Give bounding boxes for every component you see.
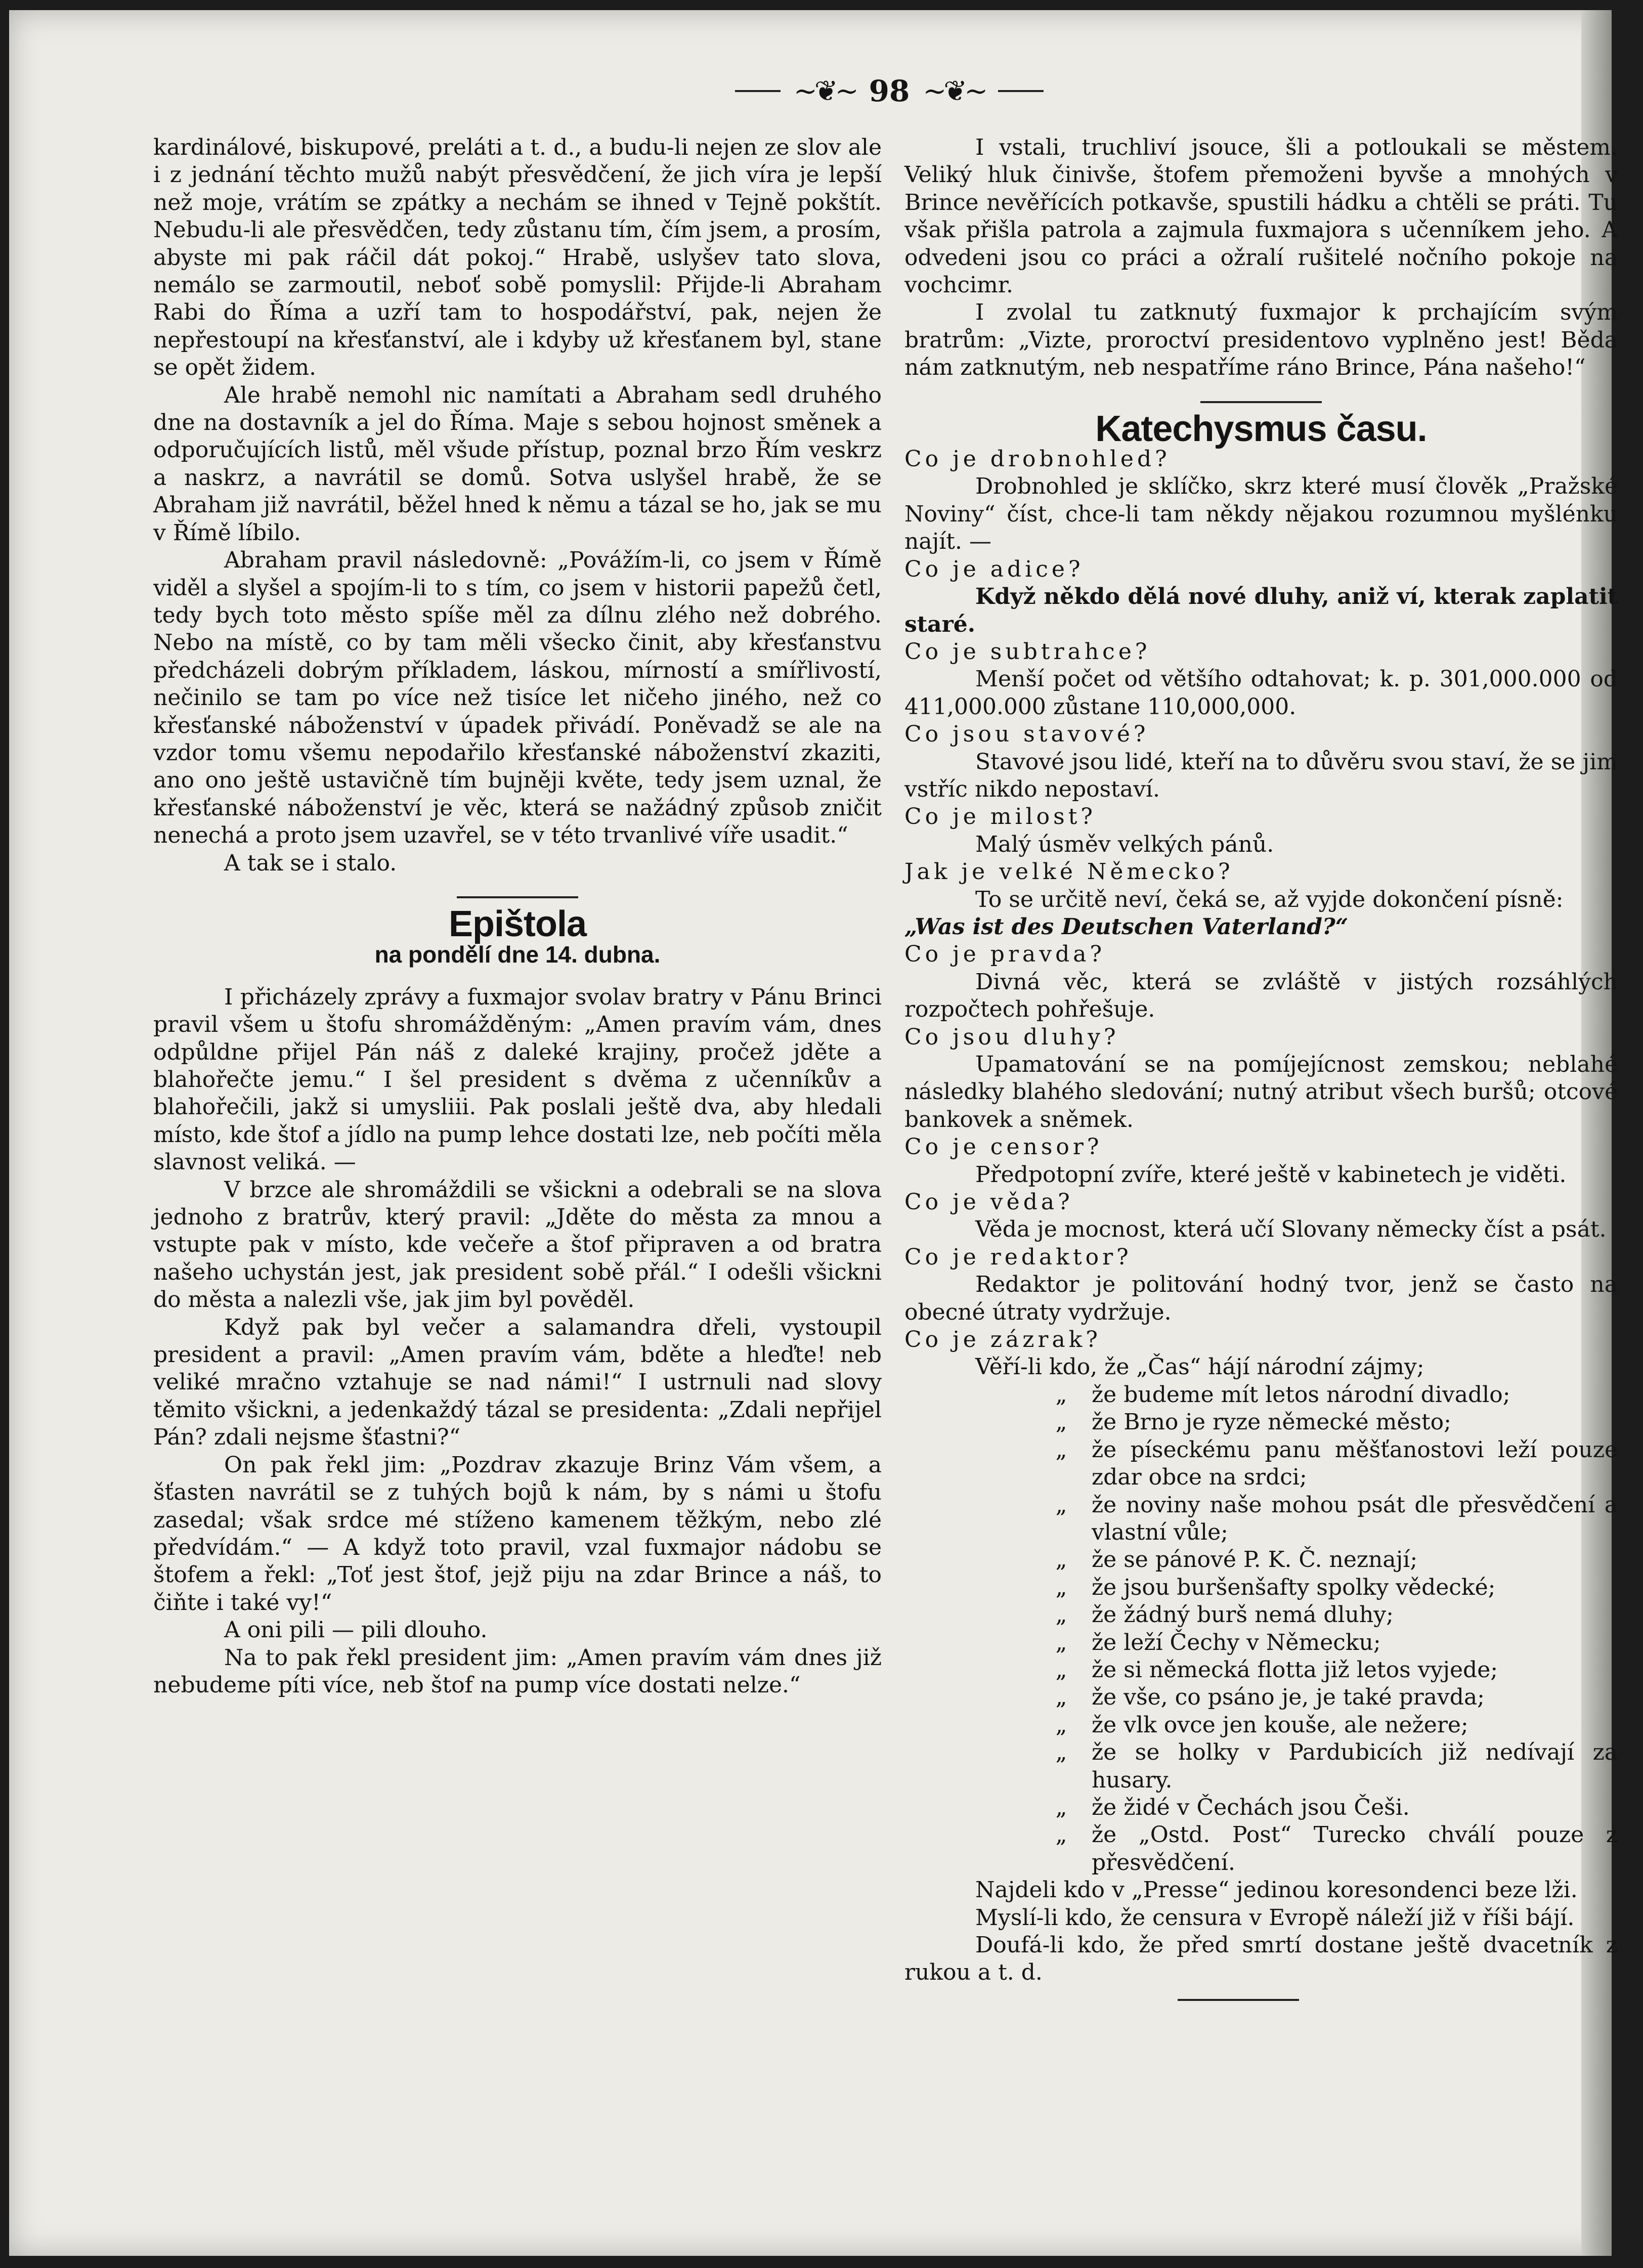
list-item: [904, 1381, 1618, 1409]
paragraph: V brzce ale shromáždili se všickni a odebrali se na slova jednoho z bratrův, který pravil: „Jděte do města za mnou a vstupte pak v místo, kde večeře a štof připraven a od bratra našeho uchystán jest, jak president sobě přál.“ I odešli všickni do města a nalezli vše, jak jim byl pověděl.: [153, 1176, 882, 1313]
catechism-list: [904, 446, 1618, 1354]
ditto-mark: „: [1055, 1602, 1067, 1628]
list-item-text: že vše, co psáno je, je také pravda;: [1092, 1684, 1485, 1711]
end-divider: [1178, 1999, 1299, 2001]
paragraph: kardinálové, biskupové, preláti a t. d., a budu-li nejen ze slov ale i z jednání těchto mužů nabýt přesvědčení, že jich víra je lepší než moje, vrátím se zpátky a nechám se ihned v Tejně pokštít. Nebudu-li ale přesvědčen, tedy zůstanu tím, čím jsem, a prosím, abyste mi pak ráčil dát pokoj.“ Hrabě, uslyšev tato slova, nemálo se zarmoutil, neboť sobě pomyslil: Přijde-li Abraham Rabi do Říma a uzří tam to hospodářství, pak, nejen že nepřestoupí na křesťanství, ale i kdyby už křesťanem byl, stane se opět židem.: [153, 135, 882, 381]
answer: Předpotopní zvíře, které ještě v kabinetech je viděti.: [975, 1161, 1567, 1188]
ornament-right-icon: ~❦~: [923, 74, 985, 108]
answer: Malý úsměv velkých pánů.: [975, 831, 1274, 857]
list-item-text: že Brno je ryze německé město;: [1092, 1409, 1451, 1435]
list-item-text: že se pánové P. K. Č. neznají;: [1092, 1547, 1418, 1573]
paragraph: A tak se i stalo.: [224, 850, 397, 876]
paragraph: I zvolal tu zatknutý fuxmajor k prchajícím svým bratrům: „Vizte, proroctví presidentovo vyplněno jest! Běda nám zatknutým, neb nespatříme ráno Brince, Pána našeho!“: [904, 299, 1618, 381]
list-item: [904, 1409, 1618, 1436]
answer: Divná věc, která se zvláště v jistých rozsáhlých rozpočtech pohřešuje.: [904, 969, 1618, 1023]
paragraph: A oni pili — pili dlouho.: [224, 1617, 488, 1643]
ditto-mark: „: [1055, 1574, 1067, 1600]
zazrak-list: [904, 1381, 1618, 1877]
ditto-mark: „: [1055, 1436, 1067, 1463]
list-item: [904, 1656, 1618, 1684]
list-item-text: že jsou buršenšafty spolky vědecké;: [1092, 1574, 1496, 1600]
ditto-mark: „: [1055, 1822, 1067, 1848]
list-item-text: že „Ostd. Post“ Turecko chválí pouze z přesvědčení.: [1092, 1822, 1618, 1876]
question: Co jsou dluhy?: [904, 1024, 1119, 1050]
answer: Menší počet od většího odtahovat; k. p. 301,000.000 od 411,000.000 zůstane 110,000,000.: [904, 666, 1618, 720]
ditto-mark: „: [1055, 1547, 1067, 1573]
question: Jak je velké Německo?: [904, 859, 1234, 885]
ditto-mark: „: [1055, 1492, 1067, 1518]
list-item: [904, 1684, 1618, 1711]
ditto-mark: „: [1055, 1656, 1067, 1683]
list-item: [904, 1794, 1618, 1821]
epistola-subtitle: na pondělí dne 14. dubna.: [374, 941, 661, 968]
answer: Věda je mocnost, která učí Slovany německy číst a psát.: [975, 1216, 1607, 1243]
answer: Stavové jsou lidé, kteří na to důvěru svou staví, že se jim vstříc nikdo nepostaví.: [904, 749, 1618, 802]
paragraph: I přicházely zprávy a fuxmajor svolav bratry v Pánu Brinci pravil všem u štofu shromážděným: „Amen pravím vám, dnes odpůldne přijel Pán náš z daleké krajiny, pročež jděte a blahořečte jemu.“ I šel president s dvěma z učenníkův a blahořečili, jakž si umysliii. Pak poslali ještě dva, aby hledali místo, kde štof a jídlo na pump lehce dostati lze, neb počíti měla slavnost veliká. —: [153, 984, 882, 1175]
paragraph: Ale hrabě nemohl nic namítati a Abraham sedl druhého dne na dostavník a jel do Říma. Maje s sebou hojnost směnek a odporučujících listů, měl všude přístup, poznal brzo Řím veskrz a naskrz, a navrátil se domů. Sotva uslyšel hrabě, že se Abraham již navrátil, běžel hned k němu a tázal se ho, jak se mu v Římě líbilo.: [153, 382, 882, 546]
list-item-text: že židé v Čechách jsou Češi.: [1092, 1794, 1410, 1820]
epistola-title: Epištola: [448, 903, 587, 944]
list-item: [904, 1574, 1618, 1601]
list-item-text: že píseckému panu měšťanostovi leží pouze zdar obce na srdci;: [1092, 1436, 1618, 1491]
page-header: [707, 68, 1071, 114]
ditto-mark: „: [1055, 1684, 1067, 1711]
zazrak-intro: Věří-li kdo, že „Čas“ hájí národní zájmy;: [975, 1354, 1424, 1380]
question: Co je milost?: [904, 804, 1097, 830]
ditto-mark: „: [1055, 1794, 1067, 1820]
header-rule-right: [998, 90, 1044, 92]
list-item: [904, 1629, 1618, 1656]
list-item: [904, 1492, 1618, 1547]
right-column: [904, 134, 1618, 2001]
list-item-text: že si německá flotta již letos vyjede;: [1092, 1656, 1498, 1683]
list-item-text: že vlk ovce jen kouše, ale nežere;: [1092, 1712, 1468, 1738]
question: Co je zázrak?: [904, 1327, 1101, 1353]
list-item: [904, 1712, 1618, 1739]
paragraph: Abraham pravil následovně: „Povážím-li, co jsem v Římě viděl a slyšel a spojím-li to s tím, co jsem v historii papežů četl, tedy bych toto město spíše měl za dílnu zlého než dobrého. Nebo na místě, co by tam měli všecko činit, aby křesťanstvu předcházeli dobrým příkladem, láskou, mírností a smířlivostí, nečinilo se tam po více než tisíce let ničeho jiného, než co křesťanské náboženství v úpadek přivádí. Poněvadž se ale na vzdor tomu všemu nepodařilo křesťanské náboženství zkaziti, ano ono ještě ustavičně tím bujněji květe, tedy jsem uznal, že křesťanské náboženství je věc, která se nažádný způsob zničit nenechá a proto jsem uzavřel, se v této trvanlivé víře usadit.“: [153, 547, 882, 849]
list-item-text: že budeme mít letos národní divadlo;: [1092, 1381, 1510, 1408]
list-item: [904, 1436, 1618, 1492]
question: Co je pravda?: [904, 941, 1106, 968]
answer: Drobnohled je sklíčko, skrz které musí člověk „Pražské Noviny“ číst, chce-li tam někdy nějakou rozumnou myšlénku najít. —: [904, 473, 1618, 555]
list-item: [904, 1821, 1618, 1877]
question: Co jsou stavové?: [904, 721, 1149, 748]
paragraph: On pak řekl jim: „Pozdrav zkazuje Brinz Vám všem, a šťasten navrátil se z tuhých bojů k nám, by s námi u štofu zasedal; však srdce mé stíženo kamenem těžkým, nebo zlé předvídám.“ — A když toto pravil, vzal fuxmajor nádobu se štofem a řekl: „Toť jest štof, jejž piju na zdar Brince a náš, to čiňte i také vy!“: [153, 1452, 882, 1616]
question: Co je redaktor?: [904, 1244, 1132, 1270]
list-item: [904, 1739, 1618, 1794]
paragraph: I vstali, truchliví jsouce, šli a potloukali se městem. Veliký hluk činivše, štofem přemoženi byvše a mnohých v Brince nevěřících potkavše, spustili hádku a chtěli se práti. Tu však přišla patrola a zajmula fuxmajora s učenníkem jeho. A odvedeni jsou co práci a ožralí rušitelé nočního pokoje na vochcimr.: [904, 135, 1618, 298]
page-number: 98: [869, 74, 910, 108]
list-item-text: že žádný burš nemá dluhy;: [1092, 1602, 1394, 1628]
ditto-mark: „: [1055, 1409, 1067, 1435]
closing-line: Doufá-li kdo, že před smrtí dostane ještě dvacetník z rukou a t. d.: [904, 1932, 1618, 1986]
answer: Redaktor je politování hodný tvor, jenž se často na obecné útraty vydržuje.: [904, 1272, 1618, 1325]
question: Co je adice?: [904, 556, 1084, 582]
ditto-mark: „: [1055, 1739, 1067, 1766]
answer: To se určitě neví, čeká se, až vyjde dokončení písně:: [975, 886, 1564, 912]
question: Co je censor?: [904, 1134, 1103, 1160]
question: Co je drobnohled?: [904, 446, 1171, 472]
list-item-text: že se holky v Pardubicích již nedívají za husary.: [1092, 1739, 1618, 1793]
paragraph: Když pak byl večer a salamandra dřeli, vystoupil president a pravil: „Amen pravím vám, bděte a hleďte! neb veliké mračno vztahuje se nad námi!“ I ustrnuli nad slovy těmito všickni, a jedenkaždý tázal se presidenta: „Zdali nepřijel Pán? zdali nejsme šťastni?“: [153, 1314, 882, 1451]
list-item-text: že noviny naše mohou psát dle přesvědčení a vlastní vůle;: [1092, 1492, 1618, 1545]
list-item-text: že leží Čechy v Německu;: [1092, 1629, 1381, 1655]
ornament-left-icon: ~❦~: [793, 74, 856, 108]
left-column: [153, 134, 882, 1699]
newspaper-page: [9, 10, 1618, 2256]
answer: Upamatování se na pomíjejícnost zemskou; neblahé následky blahého sledování; nutný atribut všech buršů; otcové bankovek a sněmek.: [904, 1052, 1618, 1132]
closing-line: Myslí-li kdo, že censura v Evropě náleží již v říši bájí.: [975, 1904, 1575, 1931]
paragraph: Na to pak řekl president jim: „Amen pravím vám dnes již nebudeme píti více, neb štof na pump více dostati nelze.“: [153, 1644, 882, 1698]
header-rule-left: [735, 90, 781, 92]
katechysmus-title: Katechysmus času.: [1095, 408, 1427, 449]
ditto-mark: „: [1055, 1629, 1067, 1655]
section-divider: [1200, 401, 1322, 403]
section-divider: [457, 896, 578, 898]
question: Co je subtrahce?: [904, 638, 1151, 665]
question: Co je věda?: [904, 1189, 1073, 1215]
closing-line: Najdeli kdo v „Presse“ jedinou koresondenci beze lži.: [975, 1877, 1578, 1903]
ditto-mark: „: [1055, 1712, 1067, 1738]
list-item: [904, 1601, 1618, 1629]
list-item: [904, 1546, 1618, 1574]
ditto-mark: „: [1055, 1381, 1067, 1408]
answer: Když někdo dělá nové dluhy, aniž ví, kterak zaplatit staré.: [904, 584, 1618, 637]
answer-quote: „Was ist des Deutschen Vaterland?“: [904, 913, 1349, 940]
